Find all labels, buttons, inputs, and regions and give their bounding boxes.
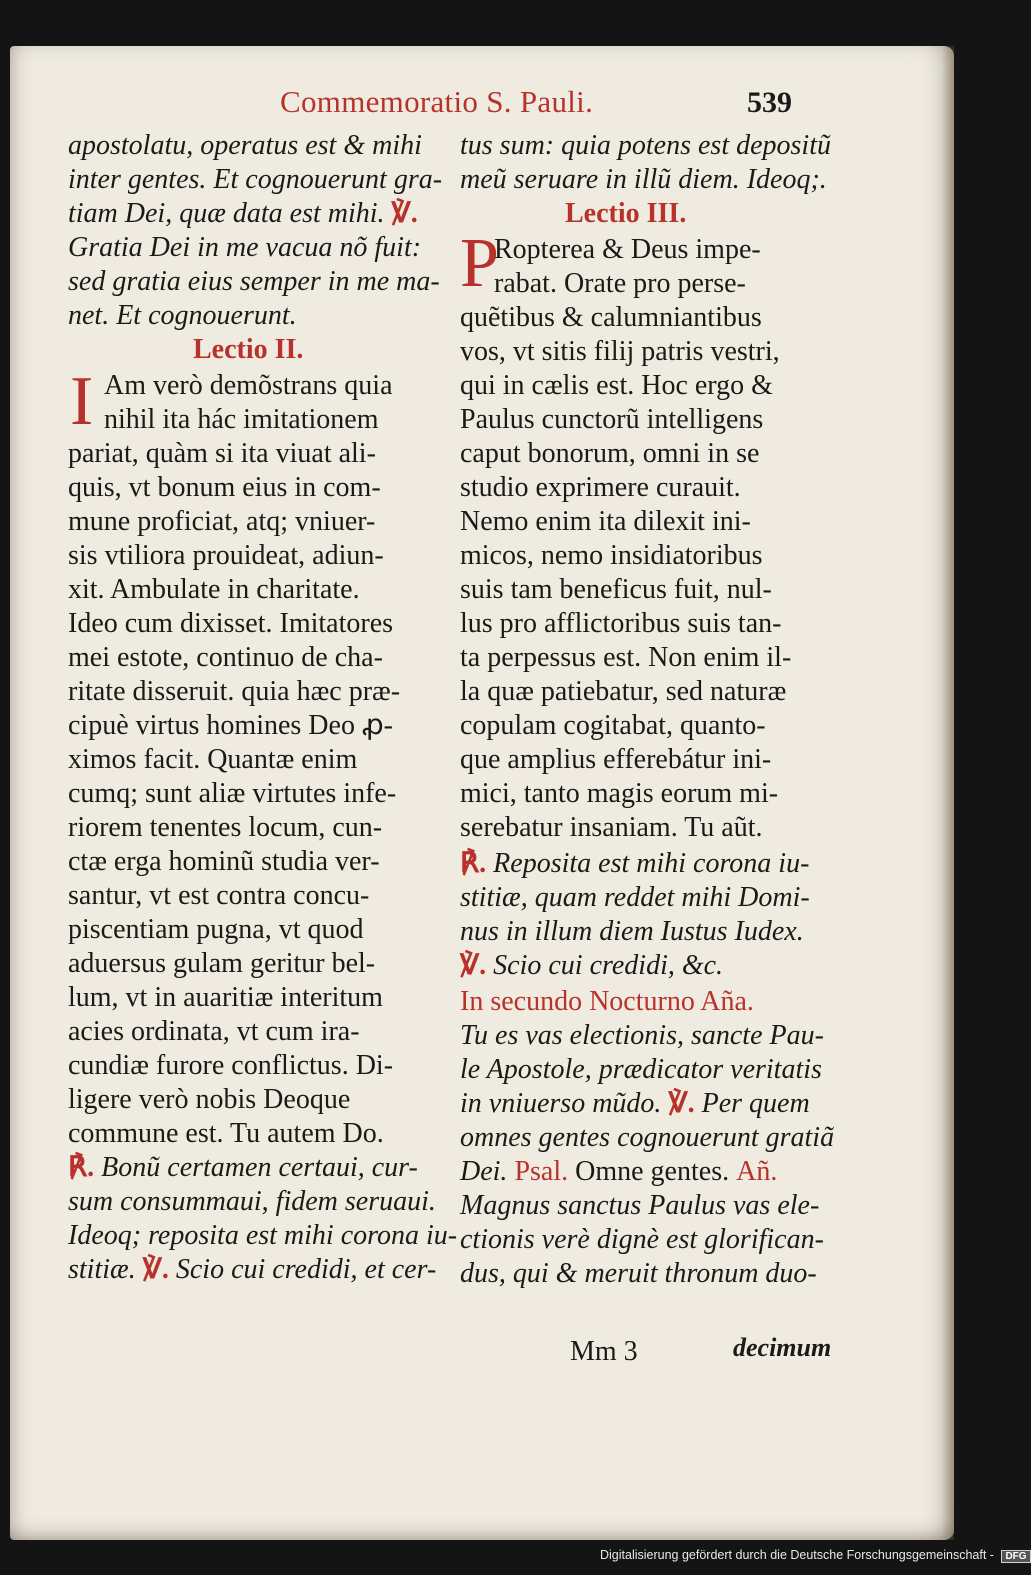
- text-line: meũ seruare in illũ diem. Ideoq;.: [460, 164, 827, 195]
- text-line: Nemo enim ita dilexit ini-: [460, 506, 751, 537]
- text-span: Scio cui credidi, et cer-: [175, 1254, 437, 1285]
- text-line: cumq; sunt aliæ virtutes infe-: [68, 778, 397, 809]
- text-line: [68, 197, 418, 231]
- text-line: que amplius efferebátur ini-: [460, 744, 772, 775]
- digitization-credit: [600, 1548, 1031, 1568]
- responsory-mark: ℟.: [68, 1152, 95, 1183]
- text-line: Ropterea & Deus impe-: [494, 234, 761, 265]
- responsory-mark: ℟.: [460, 848, 487, 879]
- text-line: copulam cogitabat, quanto-: [460, 710, 766, 741]
- text-line: ctæ erga hominũ studia ver-: [68, 846, 380, 877]
- text-line: qui in cælis est. Hoc ergo &: [460, 370, 773, 401]
- text-line: acies ordinata, vt cum ira-: [68, 1016, 360, 1047]
- text-span: tiam Dei, quæ data est mihi.: [68, 198, 385, 229]
- text-line: Magnus sanctus Paulus vas ele-: [460, 1190, 820, 1221]
- text-line: nus in illum diem Iustus Iudex.: [460, 916, 804, 947]
- versicle-mark: ℣.: [391, 198, 418, 229]
- text-line: [68, 1151, 418, 1185]
- versicle-mark: ℣.: [668, 1088, 695, 1119]
- text-line: [460, 847, 809, 881]
- text-line: vos, vt sitis filij patris vestri,: [460, 336, 780, 367]
- text-line: mei estote, continuo de cha-: [68, 642, 383, 673]
- text-line: la quæ patiebatur, sed naturæ: [460, 676, 787, 707]
- text-line: Gratia Dei in me vacua nõ fuit:: [68, 232, 422, 263]
- text-span: Scio cui credidi, &c.: [493, 950, 724, 981]
- text-line: sis vtiliora prouideat, adiun-: [68, 540, 384, 571]
- text-line: omnes gentes cognouerunt gratiã: [460, 1122, 835, 1153]
- text-line: sed gratia eius semper in me ma-: [68, 266, 440, 297]
- text-line: stitiæ, quam reddet mihi Domi-: [460, 882, 810, 913]
- text-line: riorem tenentes locum, cun-: [68, 812, 383, 843]
- text-line: studio exprimere curauit.: [460, 472, 741, 503]
- text-line: ritate disseruit. quia hæc præ-: [68, 676, 401, 707]
- text-span: in vniuerso mũdo.: [460, 1088, 662, 1119]
- text-line: apostolatu, operatus est & mihi: [68, 130, 422, 161]
- text-line: sum consummaui, fidem seruaui.: [68, 1186, 436, 1217]
- text-line: mune proficiat, atq; vniuer-: [68, 506, 376, 537]
- text-line: ta perpessus est. Non enim il-: [460, 642, 792, 673]
- lectio-heading: Lectio III.: [565, 198, 687, 229]
- text-line: [460, 1087, 810, 1121]
- lectio-heading: Lectio II.: [193, 334, 304, 365]
- page-edge-shadow: [942, 46, 954, 1540]
- text-line: Paulus cunctorũ intelligens: [460, 404, 764, 435]
- drop-cap: P: [460, 225, 499, 302]
- credit-text: Digitalisierung gefördert durch die Deutsche Forschungsgemeinschaft -: [600, 1548, 994, 1562]
- text-span: Per quem: [701, 1088, 810, 1119]
- text-line: xit. Ambulate in charitate.: [68, 574, 360, 605]
- versicle-mark: ℣.: [142, 1254, 169, 1285]
- text-line: micos, nemo insidiatoribus: [460, 540, 763, 571]
- text-span: Reposita est mihi corona iu-: [493, 848, 810, 879]
- text-line: nihil ita hác imitationem: [104, 404, 379, 435]
- running-title: Commemoratio S. Pauli.: [280, 84, 594, 119]
- text-span: Bonũ certamen certaui, cur-: [101, 1152, 418, 1183]
- text-line: ctionis verè dignè est glorifican-: [460, 1224, 824, 1255]
- text-line: net. Et cognouerunt.: [68, 300, 297, 331]
- text-line: dus, qui & meruit thronum duo-: [460, 1258, 817, 1289]
- text-line: rabat. Orate pro perse-: [494, 268, 746, 299]
- text-line: inter gentes. Et cognouerunt gra-: [68, 164, 443, 195]
- text-line: santur, vt est contra concu-: [68, 880, 370, 911]
- text-line: quẽtibus & calumniantibus: [460, 302, 762, 333]
- text-line: le Apostole, prædicator veritatis: [460, 1054, 822, 1085]
- book-page: [10, 46, 954, 1540]
- text-line: suis tam beneficus fuit, nul-: [460, 574, 772, 605]
- running-header: [280, 84, 920, 132]
- psalm-incipit: Omne gentes.: [575, 1156, 730, 1187]
- psalm-label: Psal.: [514, 1156, 569, 1187]
- text-line: aduersus gulam geritur bel-: [68, 948, 376, 979]
- text-line: cipuè virtus homines Deo ꝓ-: [68, 710, 393, 741]
- text-line: tus sum: quia potens est depositũ: [460, 130, 831, 161]
- text-line: serebatur insaniam. Tu aũt.: [460, 812, 763, 843]
- text-line: piscentiam pugna, vt quod: [68, 914, 364, 945]
- text-line: Tu es vas electionis, sancte Pau-: [460, 1020, 824, 1051]
- text-line: ximos facit. Quantæ enim: [68, 744, 358, 775]
- text-line: caput bonorum, omni in se: [460, 438, 760, 469]
- antiphon-label: Añ.: [736, 1156, 778, 1187]
- text-line: [460, 949, 723, 983]
- page-number: 539: [747, 86, 792, 119]
- text-line: [68, 1253, 436, 1287]
- text-line: mici, tanto magis eorum mi-: [460, 778, 779, 809]
- text-span: Dei.: [460, 1156, 508, 1187]
- text-line: lum, vt in auaritiæ interitum: [68, 982, 383, 1013]
- dfg-logo: DFG: [1001, 1550, 1030, 1563]
- text-line: pariat, quàm si ita viuat ali-: [68, 438, 376, 469]
- drop-cap: I: [70, 363, 94, 440]
- signature-mark: Mm 3: [570, 1336, 638, 1367]
- text-line: lus pro afflictoribus suis tan-: [460, 608, 782, 639]
- text-line: Am verò demõstrans quia: [104, 370, 393, 401]
- nocturn-heading: In secundo Nocturno Aña.: [460, 986, 754, 1017]
- versicle-mark: ℣.: [460, 950, 487, 981]
- text-line: Ideoq; reposita est mihi corona iu-: [68, 1220, 458, 1251]
- catchword: decimum: [733, 1333, 832, 1362]
- text-line: cundiæ furore conflictus. Di-: [68, 1050, 394, 1081]
- text-line: Ideo cum dixisset. Imitatores: [68, 608, 394, 639]
- text-line: commune est. Tu autem Do.: [68, 1118, 384, 1149]
- text-line: [460, 1155, 777, 1189]
- text-line: ligere verò nobis Deoque: [68, 1084, 351, 1115]
- text-line: quis, vt bonum eius in com-: [68, 472, 381, 503]
- text-span: stitiæ.: [68, 1254, 136, 1285]
